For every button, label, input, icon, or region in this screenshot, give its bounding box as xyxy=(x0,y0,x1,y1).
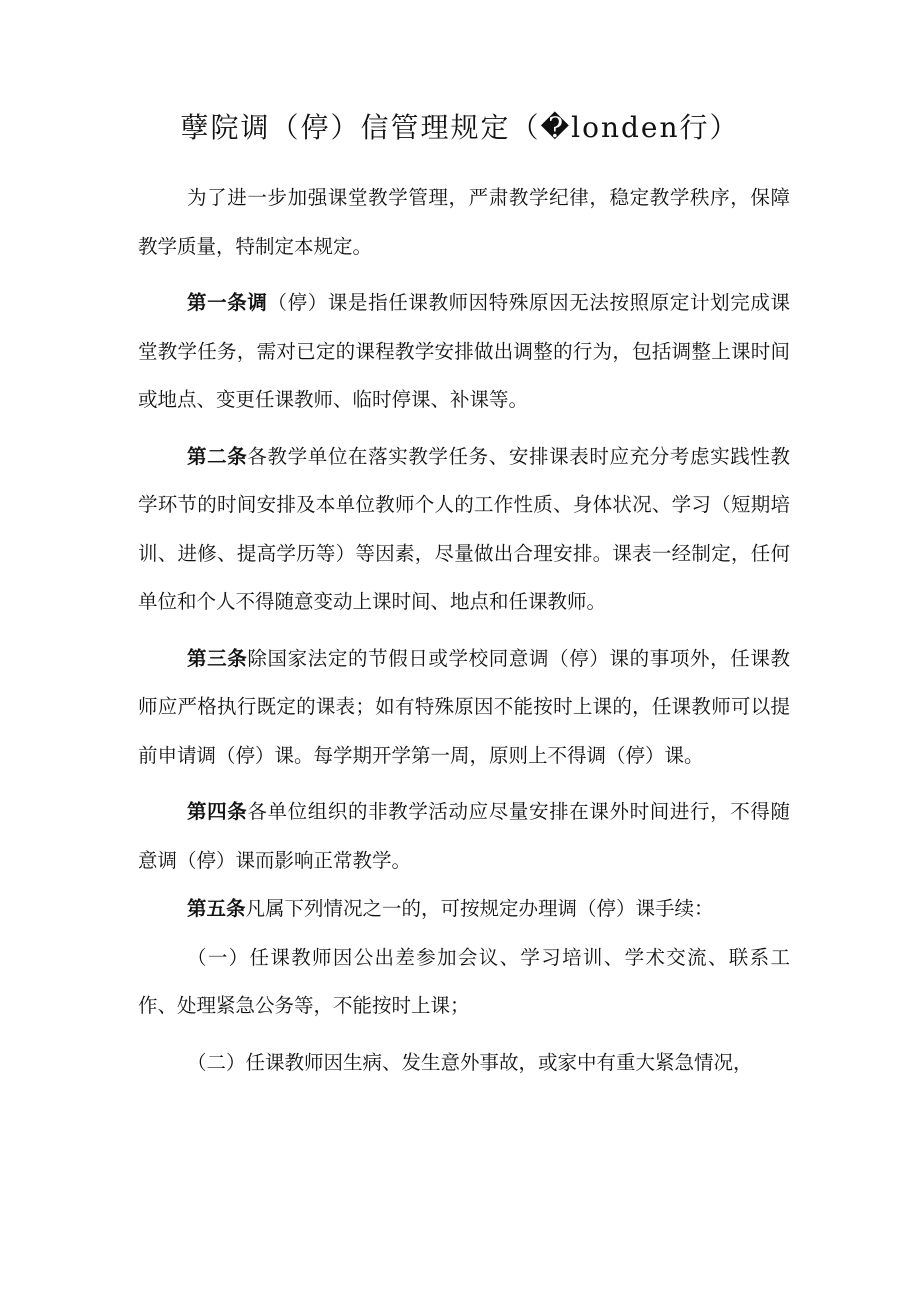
article-4-paragraph xyxy=(138,788,790,885)
document-body xyxy=(138,174,790,1087)
document-title: 孽院调（停）信管理规定（�londen行） xyxy=(180,111,740,144)
paragraph-text: 凡属下列情况之一的，可按规定办理调（停）课手续： xyxy=(245,897,714,920)
article-2-paragraph xyxy=(138,433,790,627)
paragraph-text: 为了进一步加强课堂教学管理，严肃教学纪律，稳定教学秩序，保障教学质量，特制定本规定。 xyxy=(138,186,790,258)
paragraph-text: （一）任课教师因公出差参加会议、学习培训、学术交流、联系工作、处理紧急公务等，不能按时上课； xyxy=(138,945,790,1017)
paragraph-text: 各单位组织的非教学活动应尽量安排在课外时间进行，不得随意调（停）课而影响正常教学。 xyxy=(138,800,790,872)
list-item-2 xyxy=(138,1039,790,1088)
article-heading: 第一条调 xyxy=(187,291,268,314)
article-heading: 第四条 xyxy=(187,800,248,823)
article-heading: 第五条 xyxy=(187,897,246,920)
article-heading: 第三条 xyxy=(187,646,248,670)
paragraph-text: （二）任课教师因生病、发生意外事故，或家中有重大紧急情况， xyxy=(187,1050,753,1074)
paragraph-text: （停）课是指任课教师因特殊原因无法按照原定计划完成课堂教学任务，需对已定的课程教学安排做出调整的行为，包括调整上课时间或地点、变更任课教师、临时停课、补课等。 xyxy=(138,291,790,411)
article-3-paragraph xyxy=(138,635,790,781)
article-heading: 第二条 xyxy=(187,444,248,468)
list-item-1 xyxy=(138,934,790,1031)
paragraph-text: 各教学单位在落实教学任务、安排课表时应充分考虑实践性教学环节的时间安排及本单位教师个人的工作性质、身体状况、学习（短期培训、进修、提高学历等）等因素，尽量做出合理安排。课表一经制定，任何单位和个人不得随意变动上课时间、地点和任课教师。 xyxy=(138,444,790,613)
paragraph-text: 除国家法定的节假日或学校同意调（停）课的事项外，任课教师应严格执行既定的课表；如有特殊原因不能按时上课的，任课教师可以提前申请调（停）课。每学期开学第一周，原则上不得调（停）课。 xyxy=(138,646,790,767)
article-5-paragraph xyxy=(138,885,790,934)
intro-paragraph xyxy=(138,174,790,271)
article-1-paragraph xyxy=(138,279,790,425)
